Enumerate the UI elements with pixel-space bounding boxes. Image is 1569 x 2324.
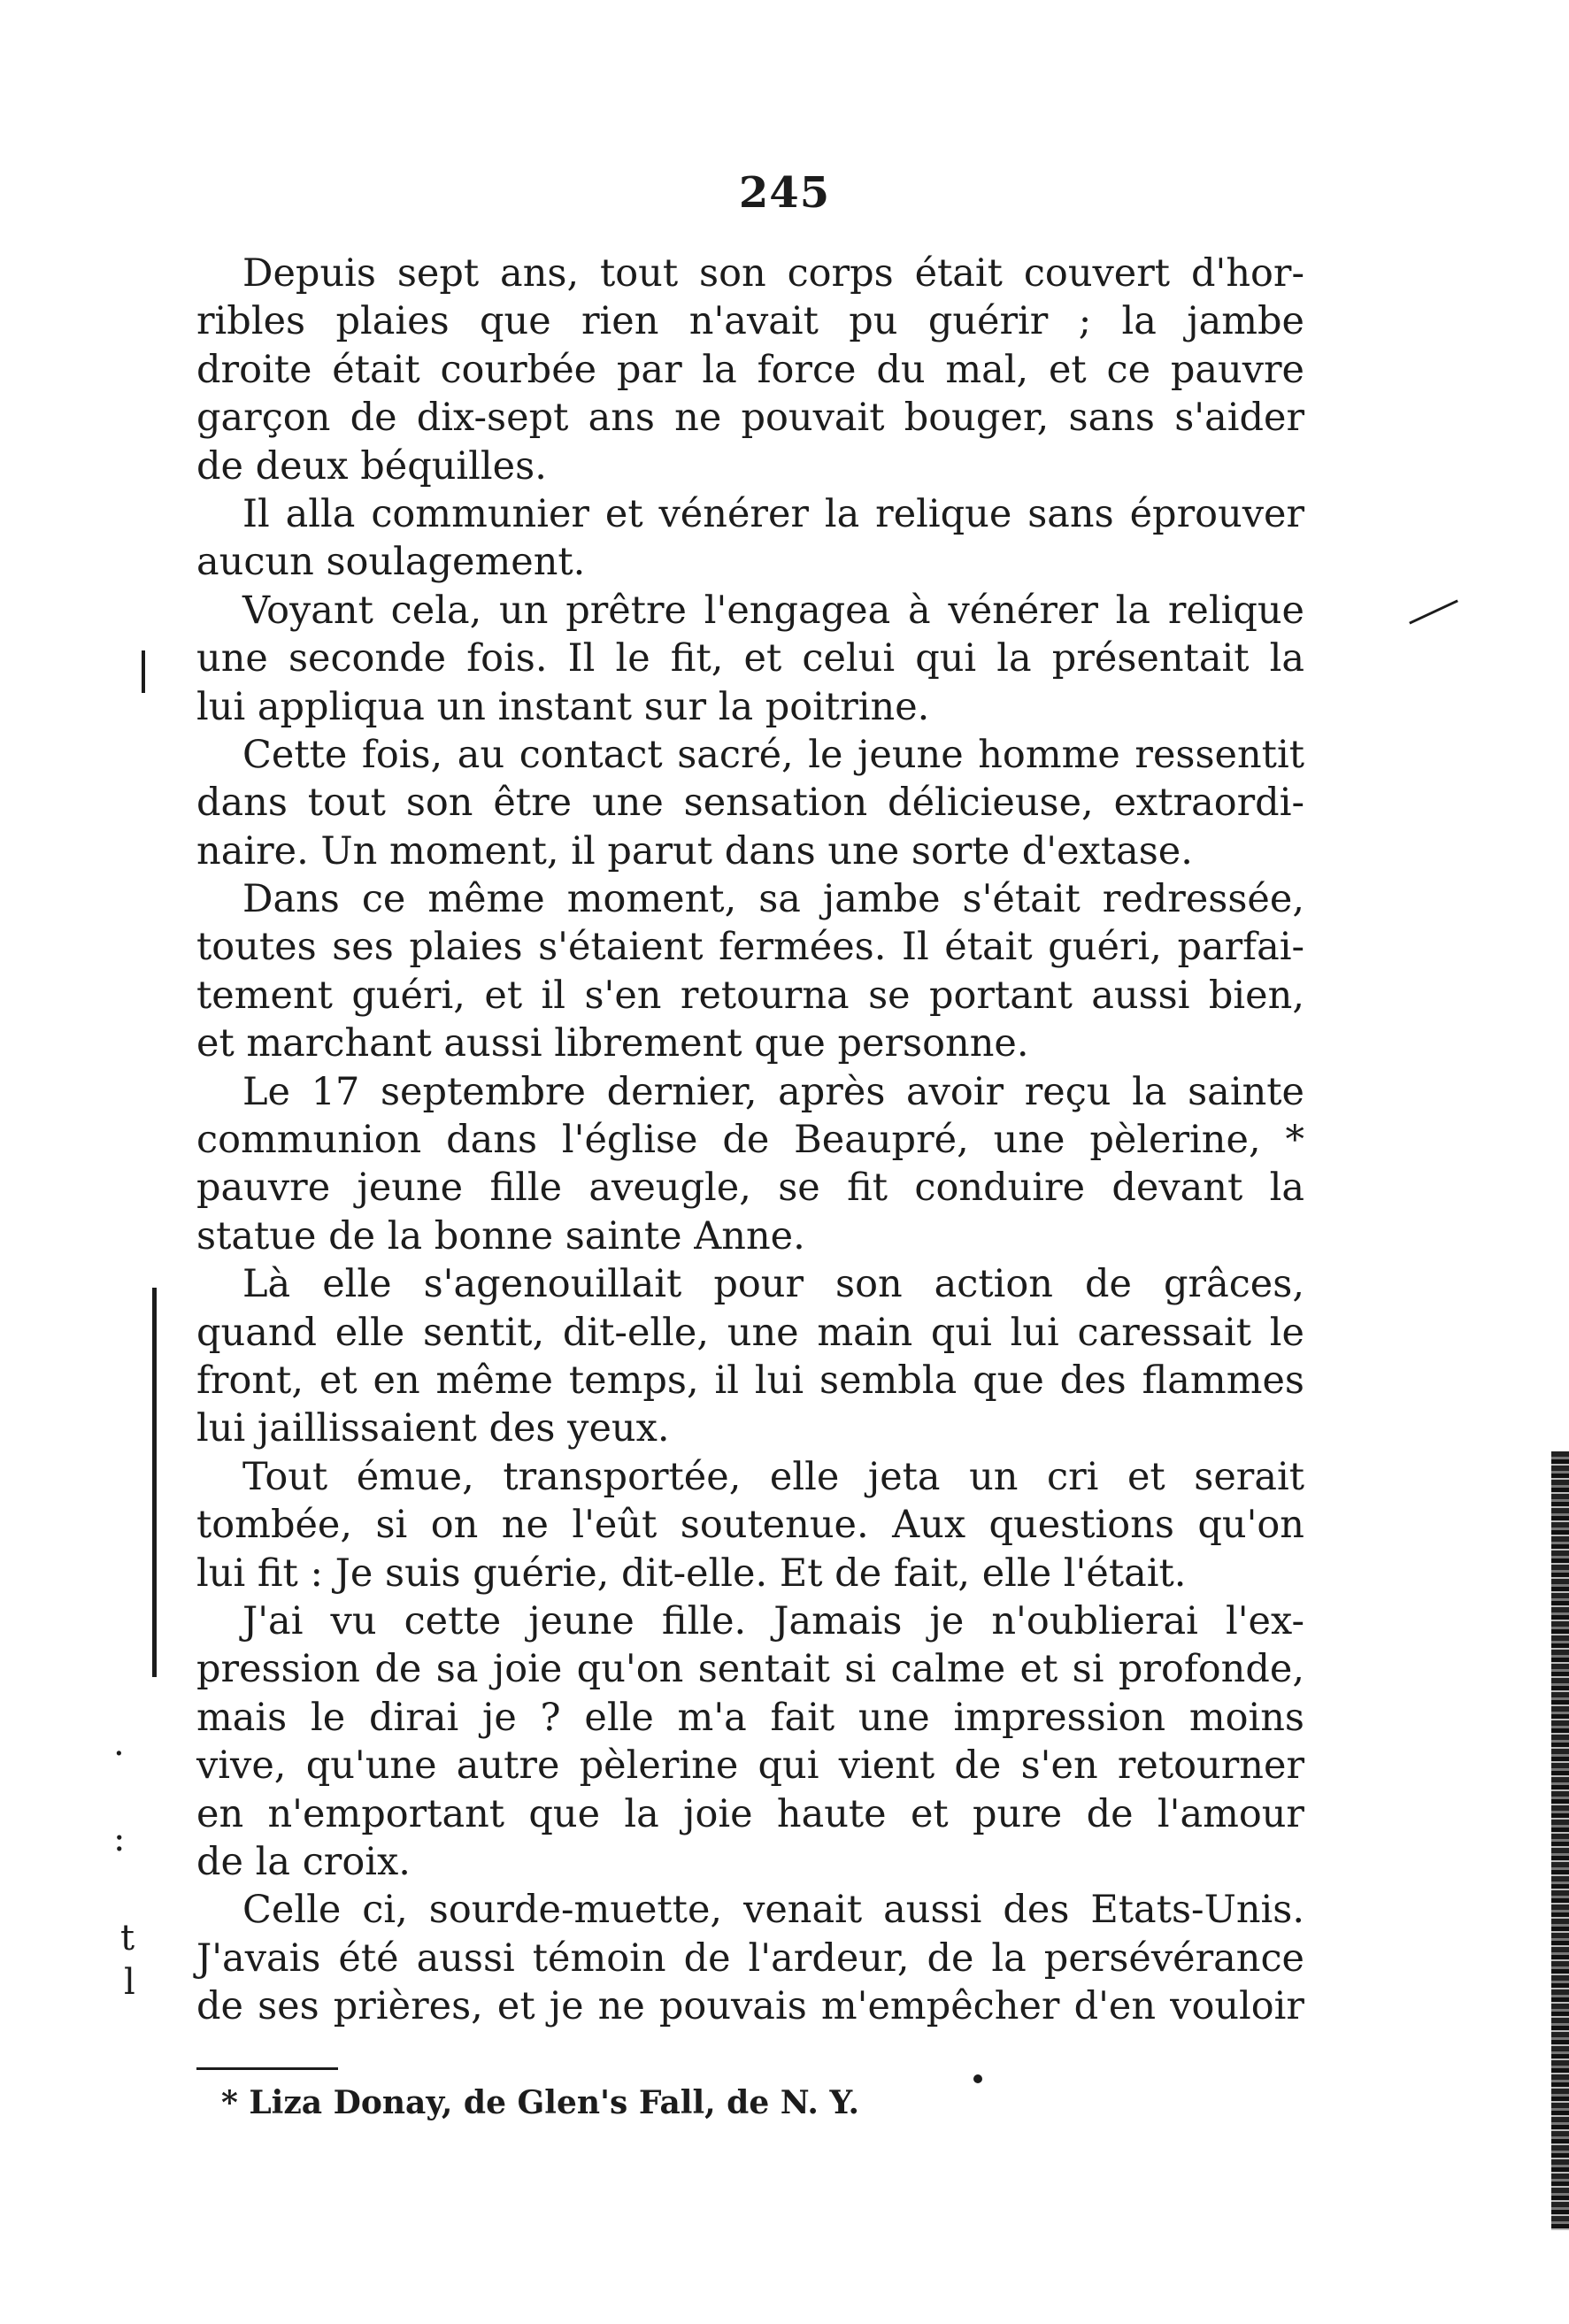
text-line: aucun soulagement. [196,540,586,585]
text-line: J'avais été aussi témoin de l'ardeur, de la persévérance [196,1935,1304,1981]
text-line: Dans ce même moment, sa jambe s'était redressée, [242,877,1304,922]
text-line: Il alla communier et vénérer la relique sans éprouver [242,491,1304,536]
paragraph [196,875,1304,1068]
text-line: naire. Un moment, il parut dans une sorte d'extase. [196,828,1193,873]
paragraph [196,587,1304,731]
text-line: tement guéri, et il s'en retourna se portant aussi bien, [196,973,1304,1018]
page-number: 245 [738,168,831,218]
text-line: de la croix. [196,1839,411,1884]
margin-rule-mark [152,1288,157,1677]
text-line: Cette fois, au contact sacré, le jeune homme ressentit [242,732,1304,777]
body-text [196,250,1304,2030]
text-line: toutes ses plaies s'étaient fermées. Il était guéri, parfai- [196,925,1304,970]
text-line: de deux béquilles. [196,443,547,489]
text-line: quand elle sentit, dit-elle, une main qui lui caressait le [196,1310,1304,1355]
ink-dot-mark [973,2074,982,2083]
text-line: front, et en même temps, il lui sembla que des flammes [196,1358,1304,1403]
text-line: Depuis sept ans, tout son corps était couvert d'hor- [242,251,1304,296]
paragraph [196,1597,1304,1886]
margin-l-mark: l [124,1962,135,2003]
paragraph [196,1260,1304,1453]
text-line: Voyant cela, un prêtre l'engagea à vénérer la relique [242,588,1304,633]
text-line: garçon de dix-sept ans ne pouvait bouger, sans s'aider [196,396,1304,441]
text-line: pression de sa joie qu'on sentait si calme et si profonde, [196,1647,1304,1692]
paragraph [196,1886,1304,2030]
text-line: lui jaillissaient des yeux. [196,1406,670,1451]
text-line: lui fit : Je suis guérie, dit-elle. Et de fait, elle l'était. [196,1551,1187,1596]
text-line: vive, qu'une autre pèlerine qui vient de s'en retourner [196,1743,1304,1789]
paragraph [196,490,1304,587]
margin-rule-mark [142,650,145,693]
text-line: ribles plaies que rien n'avait pu guérir ; la jambe [196,299,1304,344]
page-edge-shadow [1551,1451,1569,2230]
text-line: J'ai vu cette jeune fille. Jamais je n'oublierai l'ex- [242,1598,1304,1643]
text-line: et marchant aussi librement que personne. [196,1021,1029,1066]
text-line: Le 17 septembre dernier, après avoir reçu la sainte [242,1069,1304,1114]
text-line: pauvre jeune fille aveugle, se fit conduire devant la [196,1166,1304,1211]
paragraph [196,1068,1304,1261]
footnote-rule [196,2067,338,2070]
text-line: droite était courbée par la force du mal, et ce pauvre [196,347,1304,392]
text-line: en n'emportant que la joie haute et pure de l'amour [196,1791,1304,1836]
text-line: Tout émue, transportée, elle jeta un cri et serait [242,1454,1304,1499]
text-line: Là elle s'agenouillait pour son action de grâces, [242,1262,1304,1307]
text-line: lui appliqua un instant sur la poitrine. [196,684,930,729]
text-line: tombée, si on ne l'eût soutenue. Aux questions qu'on [196,1503,1304,1548]
text-line: Celle ci, sourde-muette, venait aussi des Etats-Unis. [242,1888,1304,1933]
paragraph [196,1453,1304,1597]
paragraph [196,731,1304,875]
text-line: statue de la bonne sainte Anne. [196,1213,805,1258]
text-line: dans tout son être une sensation délicieuse, extraordi- [196,781,1304,826]
text-line: communion dans l'église de Beaupré, une pèlerine, * [196,1118,1304,1163]
text-line: une seconde fois. Il le fit, et celui qui la présentait la [196,636,1304,681]
margin-dot-mark: . [113,1723,125,1764]
margin-stroke-mark [1409,599,1458,624]
text-line: de ses prières, et je ne pouvais m'empêcher d'en vouloir [196,1984,1304,2029]
text-line: mais le dirai je ? elle m'a fait une impression moins [196,1695,1304,1740]
margin-colon-mark: : [113,1819,126,1859]
margin-t-mark: t [120,1918,135,1958]
footnote: * Liza Donay, de Glen's Fall, de N. Y. [221,2084,860,2121]
paragraph [196,250,1304,490]
